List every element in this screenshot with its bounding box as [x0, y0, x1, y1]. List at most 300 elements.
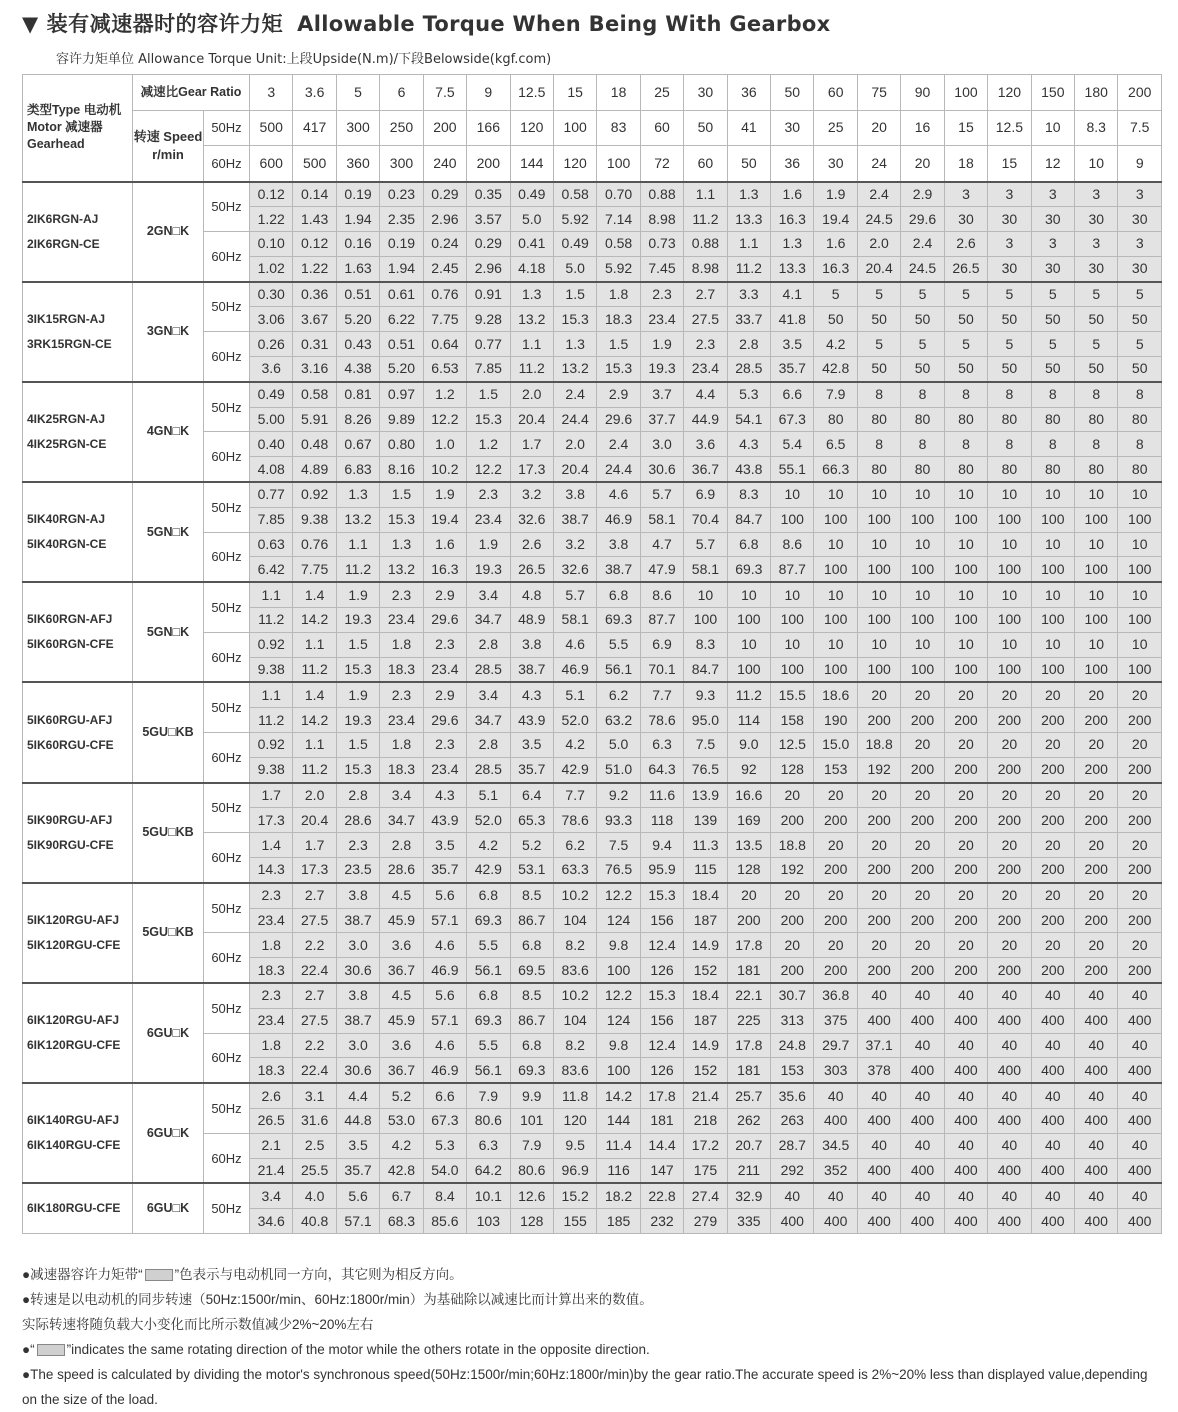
torque-cell: 400 [901, 1058, 944, 1083]
torque-cell: 200 [1075, 757, 1118, 782]
freq-cell: 50Hz [204, 582, 250, 632]
torque-cell: 175 [684, 1158, 727, 1183]
torque-cell: 2.9 [901, 182, 944, 207]
torque-cell: 200 [1075, 708, 1118, 733]
torque-cell: 5.91 [293, 407, 336, 432]
model-name: 6IK120RGU-AFJ [27, 1013, 120, 1028]
torque-cell: 80 [857, 457, 900, 482]
speed-cell: 15 [988, 146, 1031, 182]
torque-cell: 8.26 [336, 407, 379, 432]
torque-cell: 5.6 [336, 1183, 379, 1208]
gear-ratio-cell: 75 [857, 75, 900, 111]
torque-cell: 4.3 [423, 783, 466, 808]
freq-cell: 60Hz [204, 733, 250, 783]
torque-cell: 2.9 [423, 582, 466, 607]
torque-cell: 400 [1075, 1058, 1118, 1083]
torque-cell: 120 [553, 1108, 596, 1133]
torque-cell: 100 [857, 608, 900, 633]
freq-cell: 50Hz [204, 182, 250, 232]
torque-cell: 10 [988, 582, 1031, 607]
torque-cell: 400 [857, 1209, 900, 1234]
torque-cell: 6.6 [423, 1083, 466, 1108]
torque-cell: 100 [857, 507, 900, 532]
gearhead-cell: 6GU□K [133, 983, 204, 1083]
torque-cell: 11.2 [684, 207, 727, 232]
torque-cell: 10 [944, 582, 987, 607]
torque-cell: 80 [814, 407, 857, 432]
torque-cell: 52.0 [553, 708, 596, 733]
torque-cell: 20 [901, 733, 944, 758]
torque-cell: 1.5 [336, 733, 379, 758]
torque-cell: 6.3 [640, 733, 683, 758]
note-line [22, 1262, 1162, 1287]
torque-cell: 32.6 [510, 507, 553, 532]
torque-cell: 38.7 [336, 908, 379, 933]
torque-cell: 3.7 [640, 382, 683, 407]
torque-cell: 0.80 [380, 432, 423, 457]
torque-cell: 15.3 [336, 657, 379, 682]
torque-cell: 200 [857, 908, 900, 933]
torque-cell: 200 [1031, 708, 1074, 733]
model-name: 5IK120RGU-AFJ [27, 912, 120, 927]
torque-cell: 20 [1075, 682, 1118, 707]
torque-cell: 50 [814, 307, 857, 332]
torque-cell: 20 [1031, 783, 1074, 808]
torque-cell: 2.8 [467, 733, 510, 758]
torque-cell: 20 [857, 833, 900, 858]
notes [22, 1262, 1162, 1412]
torque-cell: 22.1 [727, 983, 770, 1008]
torque-cell: 100 [597, 958, 640, 983]
torque-cell: 3 [1075, 182, 1118, 207]
torque-cell: 2.7 [684, 282, 727, 307]
torque-cell: 200 [1031, 808, 1074, 833]
gear-ratio-cell: 90 [901, 75, 944, 111]
speed-cell: 240 [423, 146, 466, 182]
torque-cell: 42.8 [814, 357, 857, 382]
freq-cell: 50Hz [204, 883, 250, 933]
torque-cell: 0.88 [640, 182, 683, 207]
torque-cell: 200 [1031, 757, 1074, 782]
torque-cell: 28.6 [336, 808, 379, 833]
torque-cell: 35.6 [771, 1083, 814, 1108]
freq-cell: 60Hz [204, 432, 250, 482]
torque-cell: 14.2 [293, 608, 336, 633]
torque-cell: 58.1 [640, 507, 683, 532]
torque-cell: 10 [814, 582, 857, 607]
torque-cell: 21.4 [684, 1083, 727, 1108]
torque-cell: 13.2 [510, 307, 553, 332]
torque-cell: 5.0 [597, 733, 640, 758]
torque-cell: 155 [553, 1209, 596, 1234]
torque-cell: 5 [857, 282, 900, 307]
torque-cell: 17.3 [250, 808, 293, 833]
torque-cell: 30 [1075, 207, 1118, 232]
torque-cell: 200 [1118, 708, 1162, 733]
gear-ratio-cell: 150 [1031, 75, 1074, 111]
torque-cell: 23.4 [250, 908, 293, 933]
torque-cell: 200 [1075, 808, 1118, 833]
torque-cell: 0.58 [293, 382, 336, 407]
torque-cell: 20 [901, 783, 944, 808]
torque-cell: 54.0 [423, 1158, 466, 1183]
torque-cell: 50 [1075, 357, 1118, 382]
speed-cell: 100 [553, 110, 596, 146]
torque-cell: 4.38 [336, 357, 379, 382]
torque-cell: 9.4 [640, 833, 683, 858]
torque-cell: 20.4 [510, 407, 553, 432]
torque-cell: 40 [1118, 1033, 1162, 1058]
torque-cell: 40 [1118, 1133, 1162, 1158]
speed-cell: 10 [1031, 110, 1074, 146]
torque-cell: 400 [857, 1158, 900, 1183]
torque-cell: 7.75 [423, 307, 466, 332]
torque-cell: 3.06 [250, 307, 293, 332]
torque-cell: 3.6 [684, 432, 727, 457]
torque-cell: 3.8 [336, 883, 379, 908]
model-name: 5IK60RGU-CFE [27, 737, 114, 752]
torque-cell: 0.49 [510, 182, 553, 207]
torque-cell: 20 [1075, 783, 1118, 808]
torque-cell: 35.7 [510, 757, 553, 782]
torque-cell: 14.4 [640, 1133, 683, 1158]
bullet-icon: ● [22, 1292, 31, 1307]
torque-cell: 2.9 [597, 382, 640, 407]
torque-cell: 48.9 [510, 608, 553, 633]
torque-cell: 292 [771, 1158, 814, 1183]
torque-cell: 10 [1118, 582, 1162, 607]
torque-cell: 40 [1075, 1183, 1118, 1208]
torque-cell: 200 [1118, 858, 1162, 883]
torque-cell: 23.4 [250, 1008, 293, 1033]
torque-cell: 100 [988, 557, 1031, 582]
torque-cell: 128 [771, 757, 814, 782]
speed-cell: 7.5 [1118, 110, 1162, 146]
torque-cell: 29.6 [597, 407, 640, 432]
torque-cell: 10 [944, 532, 987, 557]
torque-cell: 32.6 [553, 557, 596, 582]
torque-cell: 10 [988, 632, 1031, 657]
freq-cell: 60Hz [204, 833, 250, 883]
torque-cell: 1.7 [510, 432, 553, 457]
model-name: 3RK15RGN-CE [27, 336, 112, 351]
torque-cell: 0.29 [467, 232, 510, 257]
torque-cell: 5.92 [553, 207, 596, 232]
torque-cell: 3 [988, 182, 1031, 207]
torque-cell: 20 [944, 783, 987, 808]
torque-cell: 4.18 [510, 256, 553, 281]
torque-cell: 10 [901, 532, 944, 557]
torque-cell: 20 [901, 833, 944, 858]
torque-cell: 18.3 [250, 958, 293, 983]
gear-ratio-cell: 3.6 [293, 75, 336, 111]
speed-cell: 41 [727, 110, 770, 146]
torque-cell: 27.5 [684, 307, 727, 332]
torque-cell: 0.58 [553, 182, 596, 207]
torque-cell: 139 [684, 808, 727, 833]
torque-cell: 400 [1118, 1108, 1162, 1133]
speed-cell: 600 [250, 146, 293, 182]
torque-cell: 158 [771, 708, 814, 733]
torque-cell: 3.4 [467, 682, 510, 707]
torque-cell: 169 [727, 808, 770, 833]
torque-cell: 4.7 [640, 532, 683, 557]
torque-cell: 80 [988, 457, 1031, 482]
torque-cell: 64.2 [467, 1158, 510, 1183]
torque-cell: 34.6 [250, 1209, 293, 1234]
torque-cell: 38.7 [553, 507, 596, 532]
torque-cell: 10 [1031, 632, 1074, 657]
torque-cell: 100 [857, 657, 900, 682]
torque-cell: 20 [857, 783, 900, 808]
torque-cell: 2.4 [597, 432, 640, 457]
torque-cell: 103 [467, 1209, 510, 1234]
torque-cell: 200 [1031, 908, 1074, 933]
torque-cell: 10.2 [423, 457, 466, 482]
torque-cell: 41.8 [771, 307, 814, 332]
torque-cell: 1.7 [293, 833, 336, 858]
torque-cell: 5.5 [467, 1033, 510, 1058]
torque-cell: 55.1 [771, 457, 814, 482]
torque-cell: 15.3 [553, 307, 596, 332]
torque-cell: 5.1 [467, 783, 510, 808]
torque-cell: 200 [988, 708, 1031, 733]
torque-cell: 2.35 [380, 207, 423, 232]
torque-cell: 20.4 [553, 457, 596, 482]
torque-cell: 85.6 [423, 1209, 466, 1234]
torque-cell: 2.8 [380, 833, 423, 858]
torque-cell: 400 [944, 1209, 987, 1234]
torque-cell: 40 [814, 1083, 857, 1108]
speed-cell: 144 [510, 146, 553, 182]
torque-cell: 104 [553, 1008, 596, 1033]
torque-cell: 11.2 [293, 757, 336, 782]
torque-cell: 18.2 [597, 1183, 640, 1208]
torque-cell: 30 [988, 256, 1031, 281]
torque-cell: 100 [1118, 507, 1162, 532]
torque-cell: 83.6 [553, 958, 596, 983]
gearhead-cell: 6GU□K [133, 1183, 204, 1233]
torque-cell: 7.5 [684, 733, 727, 758]
torque-cell: 4.5 [380, 883, 423, 908]
torque-cell: 11.2 [336, 557, 379, 582]
model-cell [23, 582, 133, 682]
torque-cell: 17.2 [684, 1133, 727, 1158]
torque-cell: 95.9 [640, 858, 683, 883]
torque-cell: 0.30 [250, 282, 293, 307]
speed-cell: 20 [857, 110, 900, 146]
torque-cell: 80 [1031, 457, 1074, 482]
freq-cell: 50Hz [204, 983, 250, 1033]
torque-cell: 10 [857, 532, 900, 557]
torque-cell: 8 [1075, 382, 1118, 407]
speed-cell: 500 [293, 146, 336, 182]
torque-cell: 57.1 [336, 1209, 379, 1234]
torque-cell: 30 [944, 207, 987, 232]
torque-cell: 200 [1118, 908, 1162, 933]
model-cell [23, 1183, 133, 1233]
torque-cell: 187 [684, 1008, 727, 1033]
torque-cell: 200 [727, 908, 770, 933]
torque-cell: 2.0 [553, 432, 596, 457]
torque-cell: 100 [1118, 657, 1162, 682]
torque-cell: 1.5 [553, 282, 596, 307]
torque-cell: 3.6 [380, 933, 423, 958]
torque-cell: 0.16 [336, 232, 379, 257]
torque-cell: 200 [901, 908, 944, 933]
torque-cell: 153 [771, 1058, 814, 1083]
torque-cell: 100 [1118, 608, 1162, 633]
torque-cell: 40.8 [293, 1209, 336, 1234]
torque-cell: 0.36 [293, 282, 336, 307]
torque-cell: 40 [1075, 983, 1118, 1008]
torque-cell: 0.23 [380, 182, 423, 207]
torque-cell: 80 [901, 457, 944, 482]
torque-cell: 22.8 [640, 1183, 683, 1208]
torque-cell: 12.2 [597, 883, 640, 908]
gear-ratio-cell: 15 [553, 75, 596, 111]
torque-cell: 20 [944, 933, 987, 958]
torque-cell: 1.9 [423, 482, 466, 507]
torque-cell: 25.5 [293, 1158, 336, 1183]
torque-cell: 400 [988, 1158, 1031, 1183]
torque-cell: 181 [640, 1108, 683, 1133]
torque-cell: 6.8 [597, 582, 640, 607]
torque-cell: 10 [1075, 632, 1118, 657]
torque-cell: 12.4 [640, 933, 683, 958]
torque-cell: 63.3 [553, 858, 596, 883]
model-name: 5IK60RGN-CFE [27, 637, 114, 652]
torque-cell: 126 [640, 958, 683, 983]
torque-cell: 0.40 [250, 432, 293, 457]
torque-cell: 200 [1075, 958, 1118, 983]
torque-cell: 8 [1118, 382, 1162, 407]
torque-cell: 10 [901, 582, 944, 607]
torque-cell: 20 [988, 682, 1031, 707]
torque-cell: 2.3 [380, 582, 423, 607]
torque-cell: 2.96 [467, 256, 510, 281]
torque-cell: 100 [944, 608, 987, 633]
torque-cell: 30 [988, 207, 1031, 232]
torque-cell: 10 [1031, 482, 1074, 507]
torque-cell: 5 [1118, 282, 1162, 307]
torque-cell: 400 [1118, 1209, 1162, 1234]
torque-cell: 4.0 [293, 1183, 336, 1208]
torque-cell: 7.85 [250, 507, 293, 532]
torque-cell: 40 [1118, 1183, 1162, 1208]
torque-cell: 80.6 [510, 1158, 553, 1183]
torque-cell: 200 [901, 708, 944, 733]
torque-cell: 20 [1031, 682, 1074, 707]
torque-cell: 6.3 [467, 1133, 510, 1158]
torque-cell: 3 [1031, 182, 1074, 207]
torque-cell: 400 [1031, 1108, 1074, 1133]
torque-cell: 5.0 [510, 207, 553, 232]
torque-cell: 1.1 [293, 733, 336, 758]
torque-cell: 46.9 [423, 1058, 466, 1083]
torque-cell: 5.6 [423, 883, 466, 908]
shade-swatch-icon [145, 1269, 173, 1281]
torque-cell: 0.31 [293, 332, 336, 357]
torque-cell: 1.94 [380, 256, 423, 281]
speed-cell: 60 [640, 110, 683, 146]
torque-cell: 100 [771, 507, 814, 532]
torque-cell: 40 [901, 1133, 944, 1158]
torque-cell: 53.1 [510, 858, 553, 883]
torque-cell: 19.3 [640, 357, 683, 382]
torque-cell: 20 [901, 933, 944, 958]
torque-cell: 29.6 [901, 207, 944, 232]
torque-cell: 19.3 [336, 608, 379, 633]
torque-cell: 400 [857, 1108, 900, 1133]
torque-cell: 4.89 [293, 457, 336, 482]
torque-cell: 23.5 [336, 858, 379, 883]
torque-cell: 200 [988, 908, 1031, 933]
torque-cell: 64.3 [640, 757, 683, 782]
torque-cell: 100 [1075, 608, 1118, 633]
torque-cell: 3.2 [553, 532, 596, 557]
torque-cell: 40 [1031, 983, 1074, 1008]
speed-cell: 200 [467, 146, 510, 182]
torque-cell: 5.7 [640, 482, 683, 507]
model-name: 5IK40RGN-CE [27, 537, 107, 552]
torque-cell: 1.63 [336, 256, 379, 281]
model-name: 6IK120RGU-CFE [27, 1038, 121, 1053]
torque-cell: 84.7 [727, 507, 770, 532]
torque-cell: 1.4 [293, 582, 336, 607]
speed-cell: 300 [336, 110, 379, 146]
torque-cell: 18.3 [380, 757, 423, 782]
type-header: 类型Type 电动机Motor 减速器 Gearhead [23, 75, 133, 182]
torque-cell: 7.14 [597, 207, 640, 232]
torque-cell: 200 [988, 858, 1031, 883]
torque-cell: 15.3 [640, 883, 683, 908]
torque-cell: 9.2 [597, 783, 640, 808]
torque-cell: 20 [988, 783, 1031, 808]
note-line [22, 1287, 1162, 1312]
torque-cell: 0.67 [336, 432, 379, 457]
torque-cell: 200 [814, 908, 857, 933]
torque-cell: 0.12 [293, 232, 336, 257]
torque-cell: 40 [988, 983, 1031, 1008]
torque-cell: 20 [771, 933, 814, 958]
torque-cell: 124 [597, 908, 640, 933]
torque-cell: 200 [988, 757, 1031, 782]
torque-cell: 0.26 [250, 332, 293, 357]
model-name: 6IK180RGU-CFE [27, 1201, 121, 1216]
torque-cell: 50 [944, 307, 987, 332]
torque-cell: 14.3 [250, 858, 293, 883]
torque-cell: 2.3 [467, 482, 510, 507]
torque-cell: 30 [1118, 256, 1162, 281]
torque-cell: 100 [1118, 557, 1162, 582]
torque-cell: 2.1 [250, 1133, 293, 1158]
torque-cell: 2.5 [293, 1133, 336, 1158]
model-name: 3IK15RGN-AJ [27, 311, 106, 326]
torque-cell: 40 [988, 1033, 1031, 1058]
torque-cell: 2.2 [293, 933, 336, 958]
torque-cell: 13.2 [553, 357, 596, 382]
torque-cell: 6.8 [727, 532, 770, 557]
model-cell [23, 883, 133, 983]
torque-cell: 0.61 [380, 282, 423, 307]
torque-cell: 375 [814, 1008, 857, 1033]
torque-cell: 100 [1031, 657, 1074, 682]
freq-cell: 60Hz [204, 1133, 250, 1183]
torque-cell: 24.8 [771, 1033, 814, 1058]
torque-cell: 3 [1075, 232, 1118, 257]
torque-cell: 400 [944, 1108, 987, 1133]
